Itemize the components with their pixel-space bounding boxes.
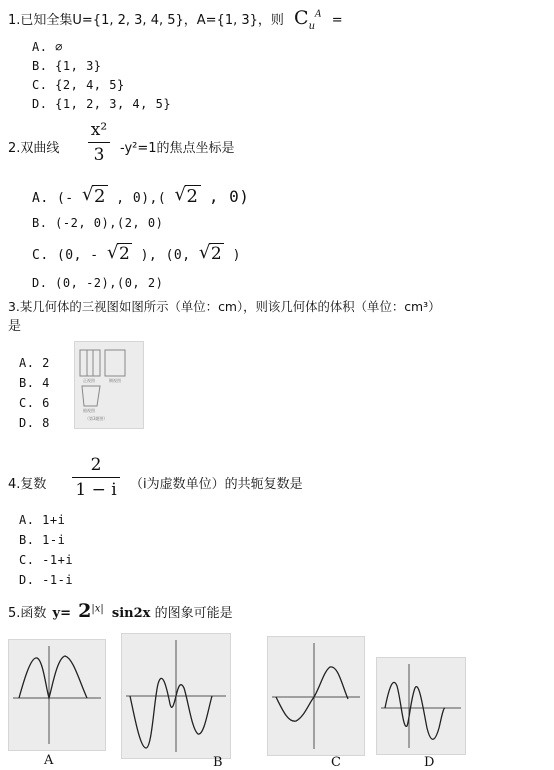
q1-stem: [8, 7, 343, 32]
q1-option-d: D. {1, 2, 3, 4, 5}: [32, 97, 172, 111]
q5-graph-b: [121, 633, 231, 759]
q2-stem-suffix: -y²=1的焦点坐标是: [120, 141, 235, 156]
q3-label-front: 正视图: [83, 378, 95, 383]
q1-option-b: B. {1, 3}: [32, 59, 102, 73]
q3-option-b: B. 4: [19, 376, 50, 390]
q4-option-c: C. -1+i: [19, 553, 74, 567]
q2-option-a-sqrt1: √ 2: [81, 184, 106, 207]
q5-graph-d: [376, 657, 466, 755]
q2-option-c-sqrt2: √ 2: [198, 242, 223, 264]
q3-option-c: C. 6: [19, 396, 50, 410]
q3-label-side: 侧视图: [109, 378, 121, 383]
q4-frac-bar: [72, 477, 120, 478]
q4-option-a: A. 1+i: [19, 513, 66, 527]
q1-option-a: A. ∅: [32, 40, 63, 54]
q2-fraction: [88, 120, 110, 165]
q5-graph-c: [267, 636, 365, 756]
q3-label-caption: （第3题图）: [85, 416, 108, 421]
q5-stem-suffix: 的图象可能是: [154, 606, 233, 621]
q4-option-d: D. -1-i: [19, 573, 74, 587]
q4-fraction: [72, 455, 120, 500]
q1-stem-text: 1.已知全集U={1, 2, 3, 4, 5}，A={1, 3}，则: [8, 13, 284, 28]
q5-graph-a-plot: [9, 640, 105, 750]
q1-complement-symbol: $C_u^A$: [294, 7, 322, 32]
q5-graph-label-b: B: [213, 755, 223, 770]
q2-frac-num: x²: [90, 120, 108, 140]
q2-option-a: A. (- √ 2 , 0),( √ 2 , 0): [32, 184, 250, 207]
q3-stem-line2: 是: [8, 319, 22, 334]
q3-three-view-drawing: [75, 342, 143, 428]
q5-graph-b-plot: [122, 634, 230, 758]
q5-stem-prefix: 5.函数: [8, 606, 47, 621]
q5-graph-label-d: D: [424, 755, 435, 770]
q2-frac-bar: [88, 142, 110, 143]
q4-frac-den: 1 − i: [75, 480, 117, 500]
q3-option-a: A. 2: [19, 356, 50, 370]
q4-option-b: B. 1-i: [19, 533, 66, 547]
q3-stem-line1: 3.某几何体的三视图如图所示（单位：cm），则该几何体的体积（单位：cm³）: [8, 299, 441, 314]
q5-exponent: |x|: [91, 603, 104, 615]
q2-option-c: C. (0, - √ 2 ), (0, √ 2 ): [32, 242, 241, 264]
q2-option-c-sqrt1: √ 2: [106, 242, 131, 264]
q5-graph-a: [8, 639, 106, 751]
q3-option-d: D. 8: [19, 416, 50, 430]
q1-equals: =: [331, 13, 343, 28]
q3-label-top: 俯视图: [83, 408, 95, 413]
q2-option-a-sqrt2: √ 2: [174, 184, 199, 207]
q5-stem: [8, 600, 233, 622]
q5-base: 2: [78, 600, 92, 622]
q4-stem-prefix: 4.复数: [8, 477, 47, 492]
q2-stem-prefix: 2.双曲线: [8, 141, 60, 156]
q1-option-c: C. {2, 4, 5}: [32, 78, 125, 92]
q2-option-d: D. (0, -2),(0, 2): [32, 276, 164, 290]
q5-graph-c-plot: [268, 637, 364, 755]
q2-option-b: B. (-2, 0),(2, 0): [32, 216, 164, 230]
q5-y-eq: y=: [52, 606, 71, 621]
q2-frac-den: 3: [93, 145, 105, 165]
q5-graph-label-a: A: [44, 753, 54, 768]
q4-stem-suffix: （i为虚数单位）的共轭复数是: [130, 477, 303, 492]
q4-frac-num: 2: [90, 455, 102, 475]
q3-three-view-figure: [74, 341, 144, 429]
q5-graph-label-c: C: [331, 755, 341, 770]
q5-func: sin2x: [111, 606, 151, 621]
q5-graph-d-plot: [377, 658, 465, 754]
